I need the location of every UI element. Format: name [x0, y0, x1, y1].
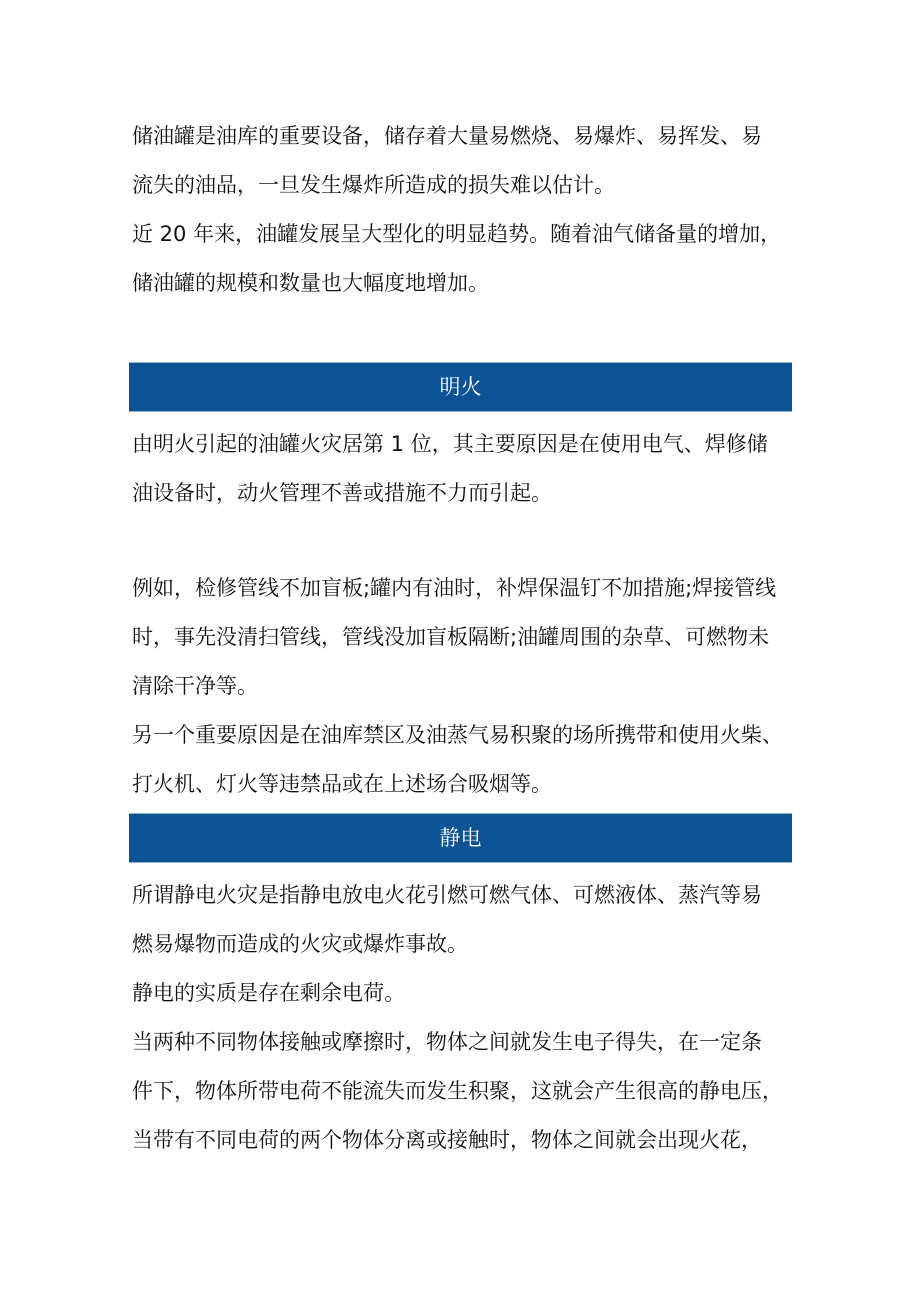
static-p3-line-3: 当带有不同电荷的两个物体分离或接触时，物体之间就会出现火花，: [132, 1128, 762, 1152]
fire-p2-line-1: 例如，检修管线不加盲板;罐内有油时，补焊保温钉不加措施;焊接管线: [132, 576, 777, 600]
static-p2-line-1: 静电的实质是存在剩余电荷。: [132, 981, 405, 1005]
static-p1-line-2: 燃易爆物而造成的火灾或爆炸事故。: [132, 932, 468, 956]
intro-p1-line-1: 储油罐是油库的重要设备，储存着大量易燃烧、易爆炸、易挥发、易: [132, 124, 762, 148]
fire-p3-line-1: 另一个重要原因是在油库禁区及油蒸气易积聚的场所携带和使用火柴、: [132, 723, 783, 747]
section-header-fire: [129, 362, 792, 412]
fire-p3-line-2: 打火机、灯火等违禁品或在上述场合吸烟等。: [132, 772, 552, 796]
intro-p2-line-1: 近 20 年来，油罐发展呈大型化的明显趋势。随着油气储备量的增加，: [132, 222, 782, 246]
section-title-fire: 明火: [439, 375, 482, 399]
intro-p2-line-2: 储油罐的规模和数量也大幅度地增加。: [132, 271, 489, 295]
fire-p2-line-3: 清除干净等。: [132, 674, 258, 698]
fire-p2-line-2: 时，事先没清扫管线，管线没加盲板隔断;油罐周围的杂草、可燃物未: [132, 625, 770, 649]
static-p3-line-2: 件下，物体所带电荷不能流失而发生积聚，这就会产生很高的静电压，: [132, 1079, 783, 1103]
section-title-static: 静电: [439, 826, 482, 850]
intro-p1-line-2: 流失的油品，一旦发生爆炸所造成的损失难以估计。: [132, 173, 615, 197]
fire-p1-line-2: 油设备时，动火管理不善或措施不力而引起。: [132, 481, 552, 505]
static-p3-line-1: 当两种不同物体接触或摩擦时，物体之间就发生电子得失，在一定条: [132, 1030, 762, 1054]
static-p1-line-1: 所谓静电火灾是指静电放电火花引燃可燃气体、可燃液体、蒸汽等易: [132, 883, 762, 907]
fire-p1-line-1: 由明火引起的油罐火灾居第 1 位，其主要原因是在使用电气、焊修储: [132, 432, 768, 456]
section-header-static: [129, 813, 792, 863]
